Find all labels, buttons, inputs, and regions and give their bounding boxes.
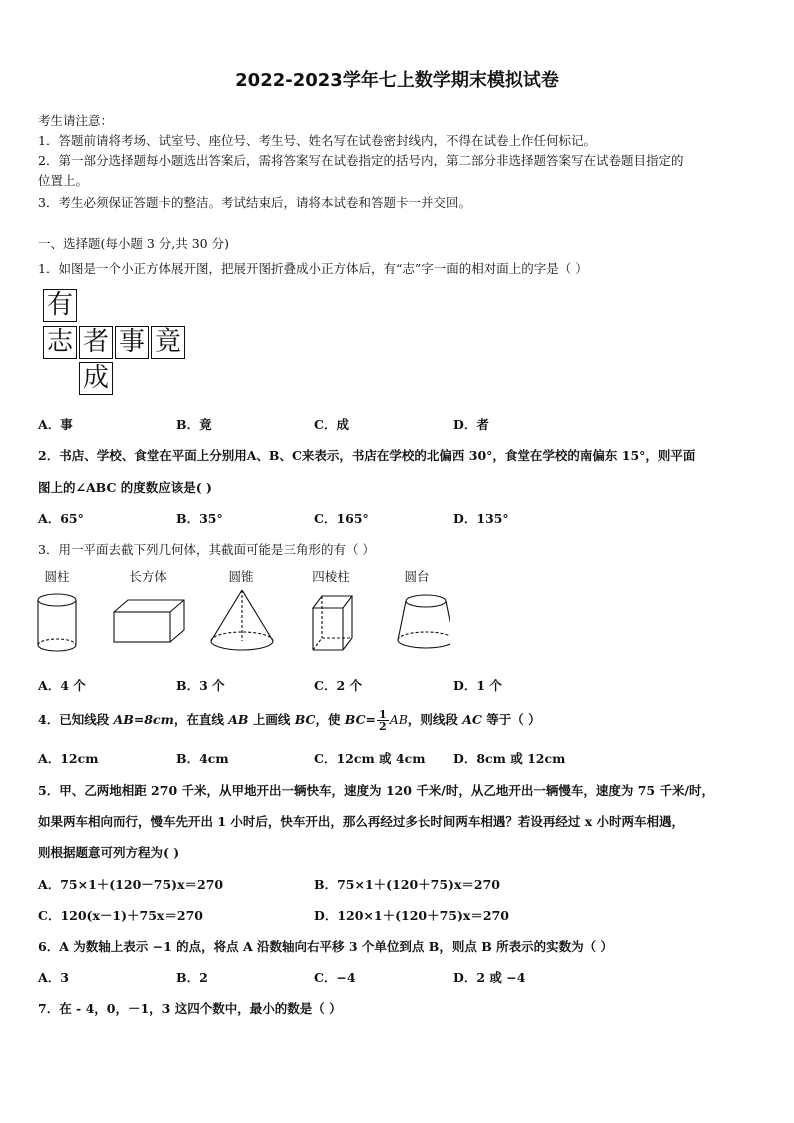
fraction-numerator: 1 bbox=[379, 708, 387, 721]
shape-label: 长方体 bbox=[129, 569, 167, 584]
option-c: C．165° bbox=[314, 511, 369, 526]
question-5-line: 如果两车相向而行，慢车先开出 1 小时后，快车开出，那么再经过多长时间两车相遇？若设再经过 x 小时两车相遇， bbox=[38, 814, 685, 829]
cone-shape bbox=[211, 590, 273, 650]
option-a: A．12cm bbox=[38, 751, 99, 766]
net-cell-bottom: 成 bbox=[79, 362, 113, 395]
net-cell: 志 bbox=[43, 326, 77, 359]
section-heading: 一、选择题(每小题 3 分,共 30 分) bbox=[38, 236, 229, 251]
notice-item: 1．答题前请将考场、试室号、座位号、考生号、姓名写在试卷密封线内，不得在试卷上作任何标记。 bbox=[38, 133, 596, 148]
solids-figure bbox=[30, 590, 450, 660]
option-c: C．−4 bbox=[314, 970, 356, 985]
notice-item: 位置上。 bbox=[38, 173, 89, 188]
option-a: A．65° bbox=[38, 511, 84, 526]
q4-math: AC bbox=[462, 712, 482, 727]
question-2-line: 图上的∠ABC 的度数应该是( ) bbox=[38, 480, 212, 495]
net-cell: 竟 bbox=[151, 326, 185, 359]
net-cell: 事 bbox=[115, 326, 149, 359]
notice-item: 3．考生必须保证答题卡的整洁。考试结束后，请将本试卷和答题卡一并交回。 bbox=[38, 195, 471, 210]
q4-text: 上画线 bbox=[248, 712, 295, 727]
option-a: A．事 bbox=[38, 417, 73, 432]
option-c: C．成 bbox=[314, 417, 349, 432]
option-b: B．75×1＋(120＋75)x＝270 bbox=[314, 877, 500, 892]
question-6-stem: 6．A 为数轴上表示 −1 的点，将点 A 沿数轴向右平移 3 个单位到点 B，则点 B 所表示的实数为（ ） bbox=[38, 939, 613, 954]
q4-math: AB=8cm bbox=[113, 712, 174, 727]
cuboid-shape bbox=[114, 600, 184, 642]
prism-shape bbox=[313, 596, 352, 650]
notice-item: 2．第一部分选择题每小题选出答案后，需将答案写在试卷指定的括号内，第二部分非选择题答案写在试卷题目指定的 bbox=[38, 153, 684, 168]
cylinder-shape bbox=[38, 594, 76, 651]
option-c: C．12cm 或 4cm bbox=[314, 751, 426, 766]
q4-math: AB bbox=[228, 712, 249, 727]
option-d: D．135° bbox=[453, 511, 509, 526]
fraction-denominator: 2 bbox=[379, 720, 387, 733]
option-d: D．1 个 bbox=[453, 678, 502, 693]
option-b: B．2 bbox=[176, 970, 208, 985]
option-b: B．3 个 bbox=[176, 678, 225, 693]
option-b: B．竟 bbox=[176, 417, 212, 432]
option-d: D．者 bbox=[453, 417, 489, 432]
option-d: D．8cm 或 12cm bbox=[453, 751, 566, 766]
net-cell: 者 bbox=[79, 326, 113, 359]
option-d: D．120×1＋(120＋75)x＝270 bbox=[314, 908, 509, 923]
option-b: B．4cm bbox=[176, 751, 229, 766]
shape-label: 圆锥 bbox=[228, 569, 254, 584]
option-a: A．4 个 bbox=[38, 678, 86, 693]
notice-heading: 考生请注意： bbox=[38, 113, 114, 128]
q4-text: 4．已知线段 bbox=[38, 712, 114, 727]
q4-math: BC= bbox=[344, 712, 377, 727]
question-4-stem bbox=[38, 709, 541, 732]
option-a: A．3 bbox=[38, 970, 69, 985]
shape-label: 四棱柱 bbox=[312, 569, 350, 584]
net-cell-top: 有 bbox=[43, 289, 77, 322]
option-b: B．35° bbox=[176, 511, 223, 526]
question-7-stem: 7．在 - 4，0，－1，3 这四个数中，最小的数是（ ） bbox=[38, 1001, 342, 1016]
option-c: C．2 个 bbox=[314, 678, 362, 693]
page-title: 2022-2023学年七上数学期末模拟试卷 bbox=[235, 70, 559, 91]
question-2-line: 2．书店、学校、食堂在平面上分别用A、B、C来表示，书店在学校的北偏西 30°，食堂在学校的南偏东 15°，则平面 bbox=[38, 448, 696, 463]
question-5-line: 则根据题意可列方程为( ) bbox=[38, 845, 180, 860]
question-5-line: 5．甲、乙两地相距 270 千米，从甲地开出一辆快车，速度为 120 千米/时，从乙地开出一辆慢车，速度为 75 千米/时， bbox=[38, 783, 715, 798]
frustum-shape bbox=[398, 595, 450, 648]
cube-net-figure bbox=[41, 289, 187, 397]
option-d: D．2 或 −4 bbox=[453, 970, 526, 985]
q4-text: ，在直线 bbox=[173, 712, 229, 727]
q4-text: 等于（ ） bbox=[481, 712, 541, 727]
option-c: C．120(x－1)＋75x＝270 bbox=[38, 908, 203, 923]
q4-math: AB bbox=[389, 712, 408, 727]
q4-math: BC bbox=[294, 712, 316, 727]
fraction bbox=[377, 709, 389, 732]
q4-text: ，则线段 bbox=[407, 712, 463, 727]
shape-label: 圆柱 bbox=[44, 569, 70, 584]
q4-text: ，使 bbox=[315, 712, 345, 727]
question-3-stem: 3．用一平面去截下列几何体，其截面可能是三角形的有（ ） bbox=[38, 542, 375, 557]
question-1-stem: 1．如图是一个小正方体展开图，把展开图折叠成小正方体后，有“志”字一面的相对面上的字是（ ） bbox=[38, 261, 588, 276]
option-a: A．75×1＋(120－75)x＝270 bbox=[38, 877, 224, 892]
shape-label: 圆台 bbox=[404, 569, 430, 584]
